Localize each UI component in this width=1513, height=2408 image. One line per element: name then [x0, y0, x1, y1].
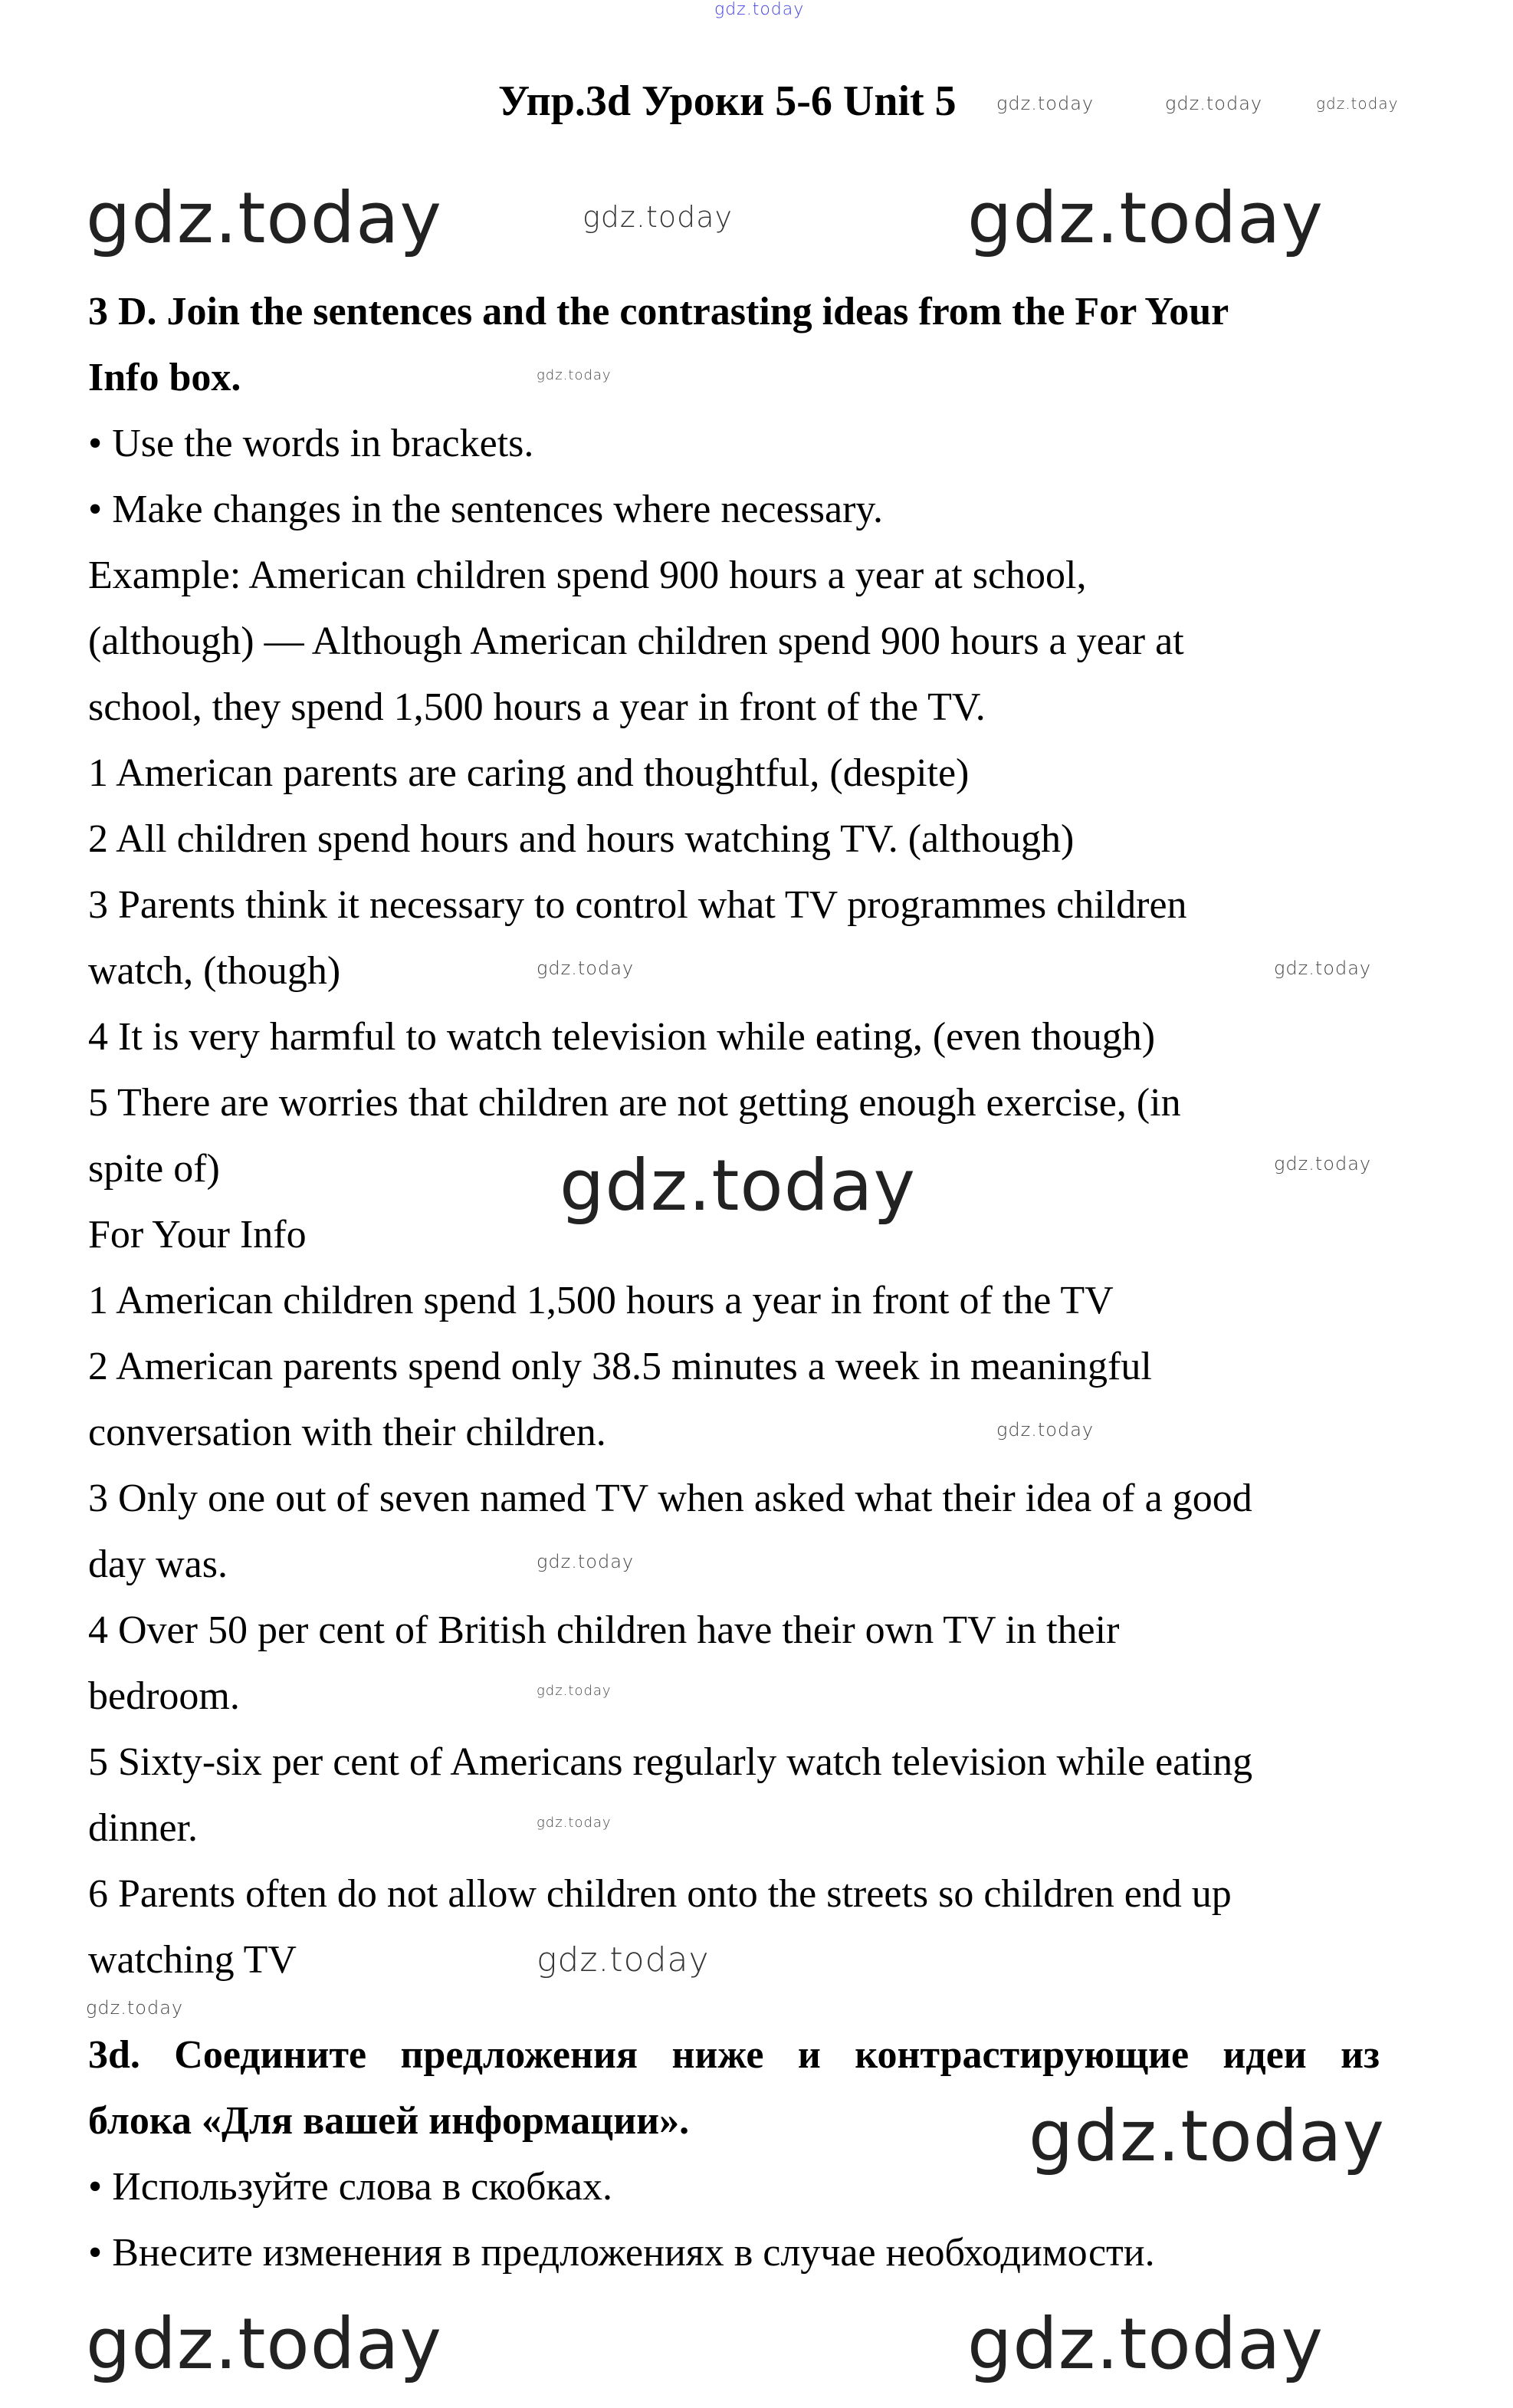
instruction: • Make changes in the sentences where necessary. [88, 488, 884, 531]
watermark: gdz.today [714, 0, 805, 19]
info-item: bedroom. [88, 1674, 240, 1718]
watermark: gdz.today [1165, 93, 1263, 114]
watermark: gdz.today [86, 2303, 442, 2385]
example: (although) — Although American children spend 900 hours a year at [88, 619, 1184, 663]
info-item: dinner. [88, 1806, 198, 1850]
watermark: gdz.today [1274, 1153, 1372, 1174]
english-exercise [88, 279, 1391, 1993]
watermark: gdz.today [537, 958, 635, 979]
exercise-heading: Info box. [88, 356, 241, 399]
instruction: • Use the words in brackets. [88, 422, 534, 465]
sentence-item: watch, (though) [88, 949, 341, 993]
info-item: 1 American children spend 1,500 hours a year in front of the TV [88, 1279, 1114, 1322]
sentence-item: 2 All children spend hours and hours watching TV. (although) [88, 817, 1075, 861]
watermark: gdz.today [537, 1683, 612, 1699]
info-item: conversation with their children. [88, 1411, 606, 1454]
watermark: gdz.today [1316, 94, 1399, 113]
info-item: watching TV [88, 1938, 297, 1982]
watermark: gdz.today [996, 1419, 1095, 1441]
info-item: day was. [88, 1542, 228, 1586]
watermark: gdz.today [996, 93, 1095, 114]
translation-instruction: • Используйте слова в скобках. [88, 2165, 612, 2209]
watermark: gdz.today [560, 1145, 916, 1227]
watermark: gdz.today [583, 200, 733, 234]
watermark: gdz.today [537, 1815, 612, 1831]
sentence-item: 1 American parents are caring and thoughtful, (despite) [88, 751, 970, 795]
translation-heading: блока «Для вашей информации». [88, 2099, 690, 2143]
watermark: gdz.today [967, 177, 1324, 259]
info-item: 2 American parents spend only 38.5 minutes a week in meaningful [88, 1345, 1152, 1388]
sentence-item: 5 There are worries that children are not getting enough exercise, (in [88, 1081, 1181, 1125]
watermark: gdz.today [1274, 958, 1372, 979]
watermark: gdz.today [1029, 2095, 1385, 2177]
translation-heading: 3d. Соедините предложения ниже и контрастирующие идеи из [88, 2033, 1380, 2077]
watermark: gdz.today [537, 1940, 710, 1979]
watermark: gdz.today [537, 367, 612, 383]
info-item: 4 Over 50 per cent of British children have their own TV in their [88, 1608, 1120, 1652]
info-item: 5 Sixty-six per cent of Americans regularly watch television while eating [88, 1740, 1253, 1784]
example: school, they spend 1,500 hours a year in front of the TV. [88, 685, 986, 729]
sentence-item: spite of) [88, 1147, 220, 1191]
for-your-info-heading: For Your Info [88, 1213, 307, 1257]
sentence-item: 3 Parents think it necessary to control what TV programmes children [88, 883, 1187, 927]
watermark: gdz.today [967, 2303, 1324, 2385]
page-title: Упр.3d Уроки 5-6 Unit 5 [498, 77, 957, 125]
exercise-heading: 3 D. Join the sentences and the contrasting ideas from the For Your [88, 290, 1229, 333]
info-item: 6 Parents often do not allow children onto the streets so children end up [88, 1872, 1232, 1916]
translation-instruction: • Внесите изменения в предложениях в случае необходимости. [88, 2231, 1155, 2275]
sentence-item: 4 It is very harmful to watch television while eating, (even though) [88, 1015, 1156, 1059]
info-item: 3 Only one out of seven named TV when asked what their idea of a good [88, 1477, 1252, 1520]
watermark: gdz.today [537, 1551, 635, 1572]
watermark: gdz.today [86, 1997, 184, 2019]
example: Example: American children spend 900 hours a year at school, [88, 554, 1087, 597]
watermark: gdz.today [86, 177, 442, 259]
